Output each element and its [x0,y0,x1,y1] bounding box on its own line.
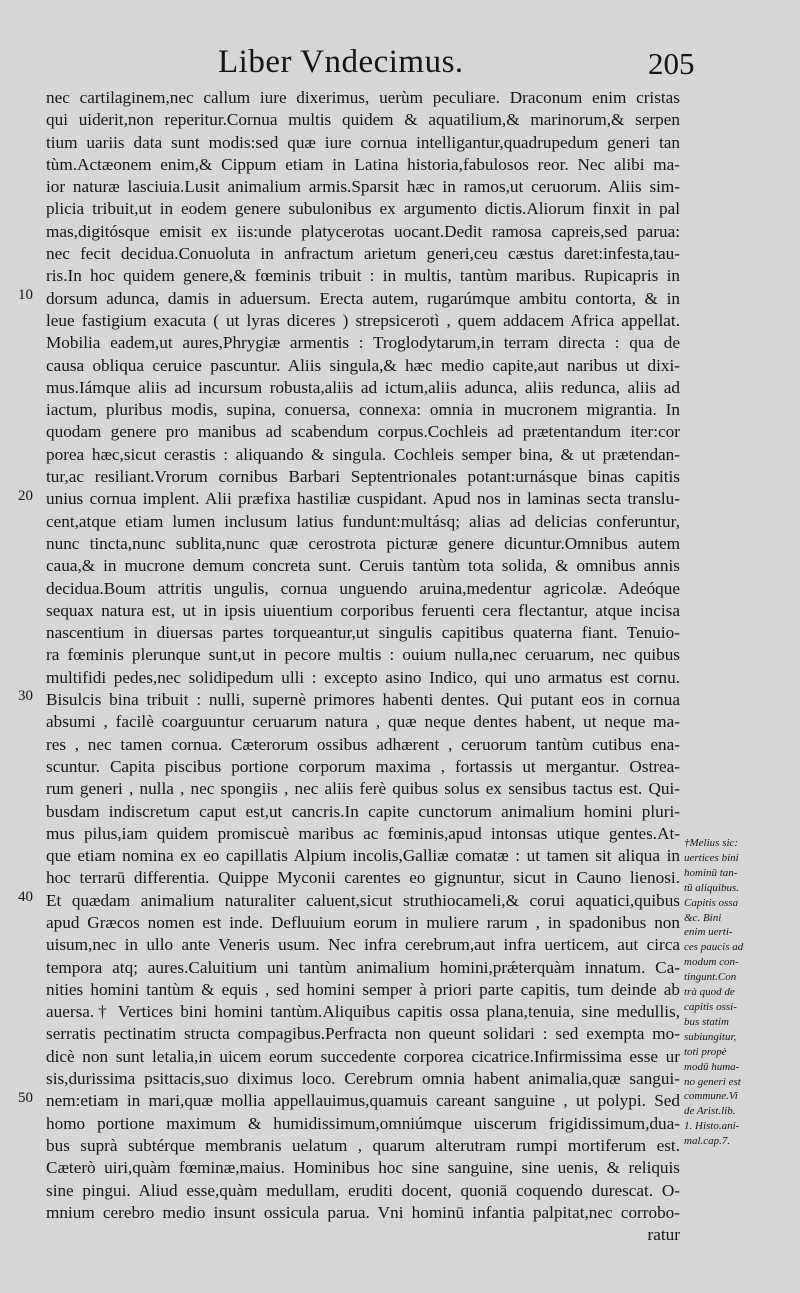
text-line: nities homini tantùm & equis , sed homini semper à priori parte capitis, tum deinde ab [46,979,680,999]
text-line: nascentium in diuersas partes torqueantur,ut singulis capitibus quaterna fiant. Tenuio- [46,623,680,643]
text-line: nunc tincta,nunc sublita,nunc quæ cerostrota picturæ genere dicuntur.Omnibus autem [46,533,680,553]
text-line: nem:etiam in mari,quæ mollia appellauimus,quamuis careant sanguine , ut polypi. Sed [46,1091,680,1111]
text-line: tùm.Actæonem enim,& Cippum etiam in Latina historia,fabulosos reor. Nec alibi ma- [46,154,680,174]
margin-note-line: modum con- [684,956,739,969]
margin-note-line: commune.Vi [684,1090,738,1103]
margin-note-line: trà quod de [684,986,735,999]
margin-note-line: enim uerti- [684,926,733,939]
running-title: Liber Vndecimus. [218,44,464,80]
text-line: cent,atque etiam lumen inclusum latius fundunt:multásq; alias ad delicias conferuntur, [46,511,680,531]
text-line: unius cornua implent. Alii præfixa hastiliæ cuspidant. Apud nos in laminas secta translu- [46,489,680,509]
margin-note-line: no generi est [684,1075,741,1088]
text-line: ior naturæ lasciuia.Lusit animalium armis.Sparsit hæc in ramos,ut ceruorum. Aliis sim- [46,177,680,197]
text-line: sis,durissima psittacis,suo diximus loco. Cerebrum omnia habent animalia,quæ sangui- [46,1069,680,1089]
text-line: sine pingui. Aliud esse,quàm medullam, eruditi docent, quoniā coquendo durescat. O- [46,1180,680,1200]
margin-note-line: Capitis ossa [684,896,739,909]
line-number-10: 10 [18,287,33,303]
margin-note-line: uertices bini [684,851,739,864]
margin-note-line: tū aliquibus. [684,881,740,894]
text-line: iactum, pluribus modis, supina, conuersa, connexa: omnia in mucronem migrantia. In [46,400,680,420]
text-line: scuntur. Capita piscibus portione corporum maxima , fortassis ut mergantur. Ostrea- [46,756,680,776]
text-line: causa obliqua ceruice pascuntur. Aliis singula,& hæc medio capite,aut naribus ut dixi- [46,355,680,375]
margin-note-line: modū huma- [684,1060,740,1073]
text-line: hoc terrarū differentia. Quippe Myconii carentes eo gignuntur, sicut in Cauno lienosi. [46,868,680,888]
line-number-30: 30 [18,688,33,704]
text-line: ra fœminis plerunque sunt,ut in pecore multis : ouium nulla,nec ceruarum, nec quibus [46,645,680,665]
text-line: absumi , facilè coarguuntur ceruarum natura , quæ neque dentes habent, ut neque ma- [46,712,680,732]
text-line: res , nec tamen cornua. Cæterorum ossibus adhærent , ceruorum tantùm cutibus ena- [46,734,680,754]
text-line: dorsum adunca, damis in aduersum. Erecta autem, rugarúmque ambitu contorta, & in [46,288,680,308]
text-line: mus pilus,iam quidem promiscuè maribus ac fœminis,apud intonsas utique gentes.At- [46,823,680,843]
page-number: 205 [648,46,695,81]
text-line: tempora atq; aures.Caluitium uni tantùm animalium homini,prǽterquàm innatum. Ca- [46,957,680,977]
text-line: ris.In hoc quidem genere,& fœminis tribuit : in multis, tantùm maribus. Rupicapris in [46,266,680,286]
text-line: Bisulcis bina tribuit : nulli, supernè primores habenti dentes. Qui putant eos in cornua [46,690,680,710]
margin-note-line: subiungitur, [684,1030,737,1043]
text-line: dicè non sunt letalia,in uicem eorum succedente corporea cicatrice.Infirmissima esse ur [46,1046,680,1066]
text-line: homo portione maximum & humidissimum,omniúmque uiscerum frigidissimum,dua- [46,1113,680,1133]
margin-note-line: &c. Bini [684,911,722,924]
text-line: busdam indiscretum caput est,ut cancris.In capite cunctorum animalium homini pluri- [46,801,680,821]
text-line: Et quædam animalium naturaliter caluent,sicut struthiocameli,& corui aquatici,quibus [46,890,680,910]
margin-note-line: de Arist.lib. [684,1105,736,1118]
text-line: mnium cerebro medio insunt ossicula parua. Vni hominū infantia palpitat,nec corrobo- [46,1202,680,1222]
line-number-40: 40 [18,889,33,905]
margin-note-line: tingunt.Con [684,971,737,984]
text-line: auersa.† Vertices bini homini tantùm.Aliquibus capitis ossa plana,tenuia, sine medullis, [46,1002,680,1022]
line-number-50: 50 [18,1090,33,1106]
margin-note-line: †Melius sic: [684,837,739,849]
text-line: porea hæc,sicut cerastis : aliquando & singula. Cochleis semper bina, & ut prætendan- [46,444,680,464]
text-line: rum generi , nulla , nec spongiis , nec aliis ferè quibus solus ex sensibus tactus est. Qui- [46,779,680,799]
text-line: que etiam nomina ex eo capillatis Alpium incolis,Galliæ comatæ : ut tamen sit aliqua in [46,846,680,866]
margin-note [684,836,780,1149]
margin-note-line: hominū tan- [684,866,738,879]
margin-note-line: 1. Histo.ani- [684,1120,740,1133]
text-line: mus.Iámque aliis ad incursum robusta,aliis ad ictum,aliis adunca, aliis reduncа, aliis ad [46,377,680,397]
page-header [0,44,800,84]
text-line: Mobilia eadem,ut aures,Phrygiæ armentis : Troglodytarum,in terram directa : qua de [46,333,680,353]
text-line: serratis pectinatim structa compagibus.Perfracta non queunt solidari : sed exempta mo- [46,1024,680,1044]
text-line: bus suprà subtérque membranis uelatum , quarum alterutram rumpi mortiferum est. [46,1135,680,1155]
text-line: plicia tribuit,ut in eodem genere subulonibus ex argumento dictis.Aliorum finxit in pal [46,199,680,219]
text-line: leue fastigium exacuta ( ut lyras diceres ) strepsicerotì , quem addacem Africa appellat. [46,310,680,330]
body-text [46,87,680,1246]
text-line: qui uiderit,non reperitur.Cornua multis quidem & aquatilium,& marinorum,& serpen [46,110,680,130]
margin-note-line: mal.cap.7. [684,1135,731,1148]
text-line: tur,ac resiliant.Vrorum cornibus Barbari Septentrionales potant:urnásque binas capitis [46,467,680,487]
margin-note-line: bus statim [684,1015,729,1028]
line-number-20: 20 [18,488,33,504]
margin-note-line: ces paucis ad [684,941,744,954]
margin-note-line: toti propè [684,1045,727,1058]
text-line: apud Græcos nomen est inde. Defluuium eorum in muliere rarum , in spadonibus non [46,912,680,932]
text-line: mas,digitósque emisit ex iis:unde platycerotas uocant.Dedit ramosa capreis,sed parua: [46,221,680,241]
text-line: caua,& in mucrone demum concreta sunt. Ceruis tantùm tota solida, & omnibus annis [46,556,680,576]
text-line: uisum,nec in ullo ante Veneris usum. Nec infra cerebrum,aut infra uerticem, aut circa [46,935,680,955]
text-line: multifidi pedes,nec solidipedum ulli : excepto asino Indico, qui uno armatus est cornu. [46,667,680,687]
margin-note-line: capitis ossi- [684,1000,737,1013]
text-line: tium uariis data sunt modis:sed quæ iure cornua intelligantur,quadrupedum generi tan [46,132,680,152]
text-line: decidua.Boum attritis ungulis, cornua unguendo aruina,medentur agricolæ. Adeóque [46,578,680,598]
text-line: nec cartilaginem,nec callum iure dixerimus, uerùm peculiare. Draconum enim cristas [46,88,680,107]
text-line: ratur [647,1225,680,1245]
text-line: Cæterò uiri,quàm fœminæ,maius. Hominibus hoc sine sanguine, sine uenis, & reliquis [46,1158,680,1178]
text-line: nec fecit decidua.Conuoluta in anfractum arietum generi,ceu cæstus daret:infesta,tau- [46,244,680,264]
text-line: quodam genere pro manibus ad scabendum corpus.Cochleis ad prætentandum iter:cor [46,422,680,442]
text-line: sequax natura est, ut in ipsis uiuentium corporibus feruenti cera flectantur, atque incisa [46,600,680,620]
